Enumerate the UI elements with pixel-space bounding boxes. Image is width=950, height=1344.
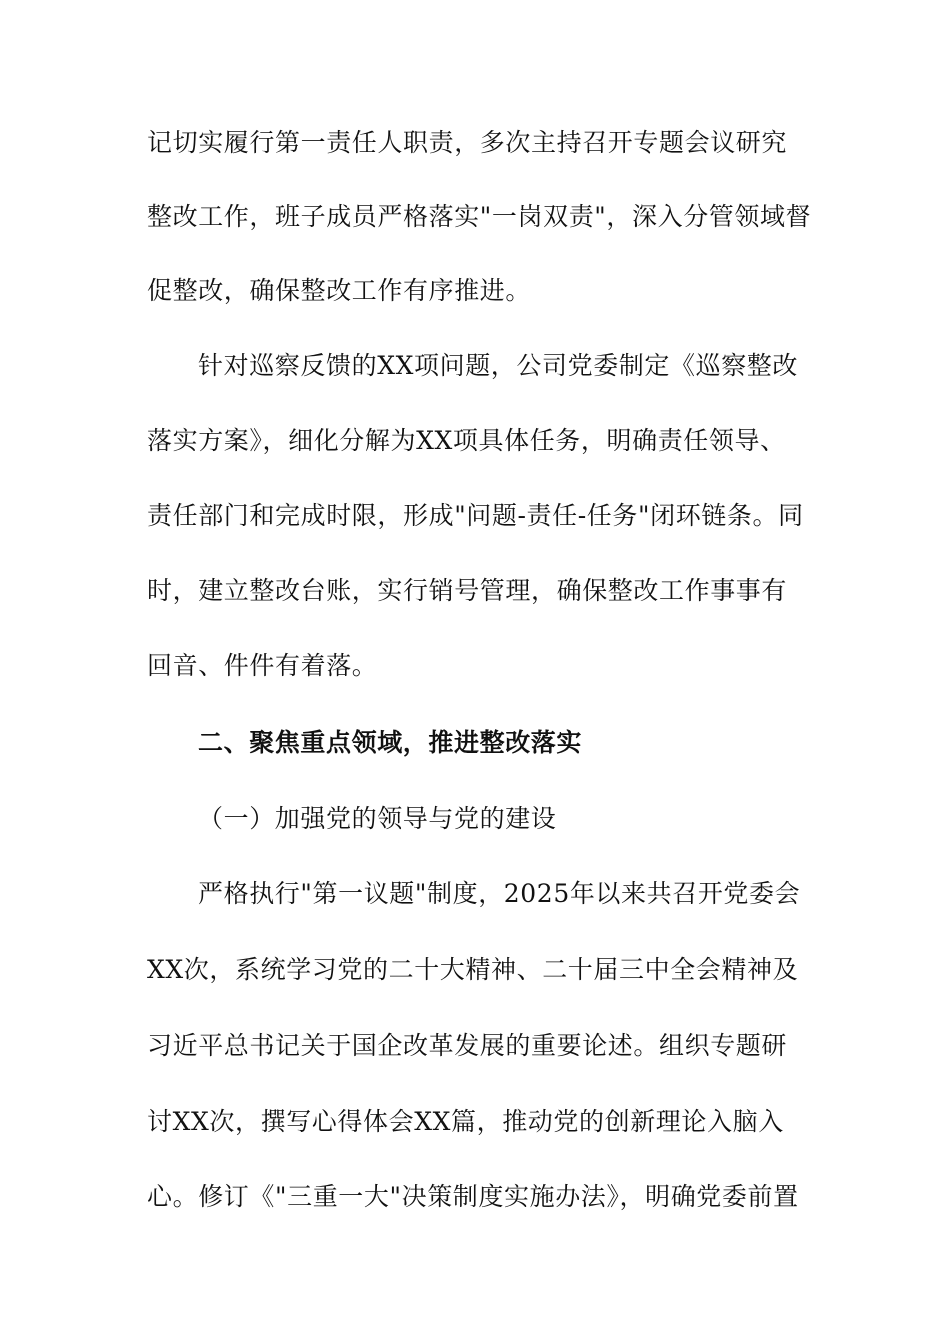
- paragraph-line: XX次，系统学习党的二十大精神、二十届三中全会精神及: [147, 955, 799, 984]
- paragraph-line: 时，建立整改台账，实行销号管理，确保整改工作事事有: [147, 576, 788, 605]
- paragraph-line: 心。修订《"三重一大"决策制度实施办法》，明确党委前置: [147, 1182, 799, 1211]
- paragraph-line: 讨XX次，撰写心得体会XX篇，推动党的创新理论入脑入: [147, 1107, 784, 1136]
- paragraph-line: 回音、件件有着落。: [147, 651, 378, 680]
- section-heading: 二、聚焦重点领域，推进整改落实: [198, 728, 583, 757]
- paragraph-line: 针对巡察反馈的XX项问题，公司党委制定《巡察整改: [198, 351, 798, 380]
- paragraph-line: 落实方案》，细化分解为XX项具体任务，明确责任领导、: [147, 426, 786, 455]
- paragraph-line: 严格执行"第一议题"制度，2025年以来共召开党委会: [198, 879, 801, 908]
- paragraph-line: 整改工作，班子成员严格落实"一岗双责"，深入分管领域督: [147, 202, 812, 231]
- paragraph-line: 记切实履行第一责任人职责，多次主持召开专题会议研究: [147, 128, 788, 157]
- paragraph-line: 习近平总书记关于国企改革发展的重要论述。组织专题研: [147, 1031, 788, 1060]
- paragraph-line: 责任部门和完成时限，形成"问题-责任-任务"闭环链条。同: [147, 501, 804, 530]
- subsection-heading: （一）加强党的领导与党的建设: [198, 804, 557, 833]
- paragraph-line: 促整改，确保整改工作有序推进。: [147, 276, 532, 305]
